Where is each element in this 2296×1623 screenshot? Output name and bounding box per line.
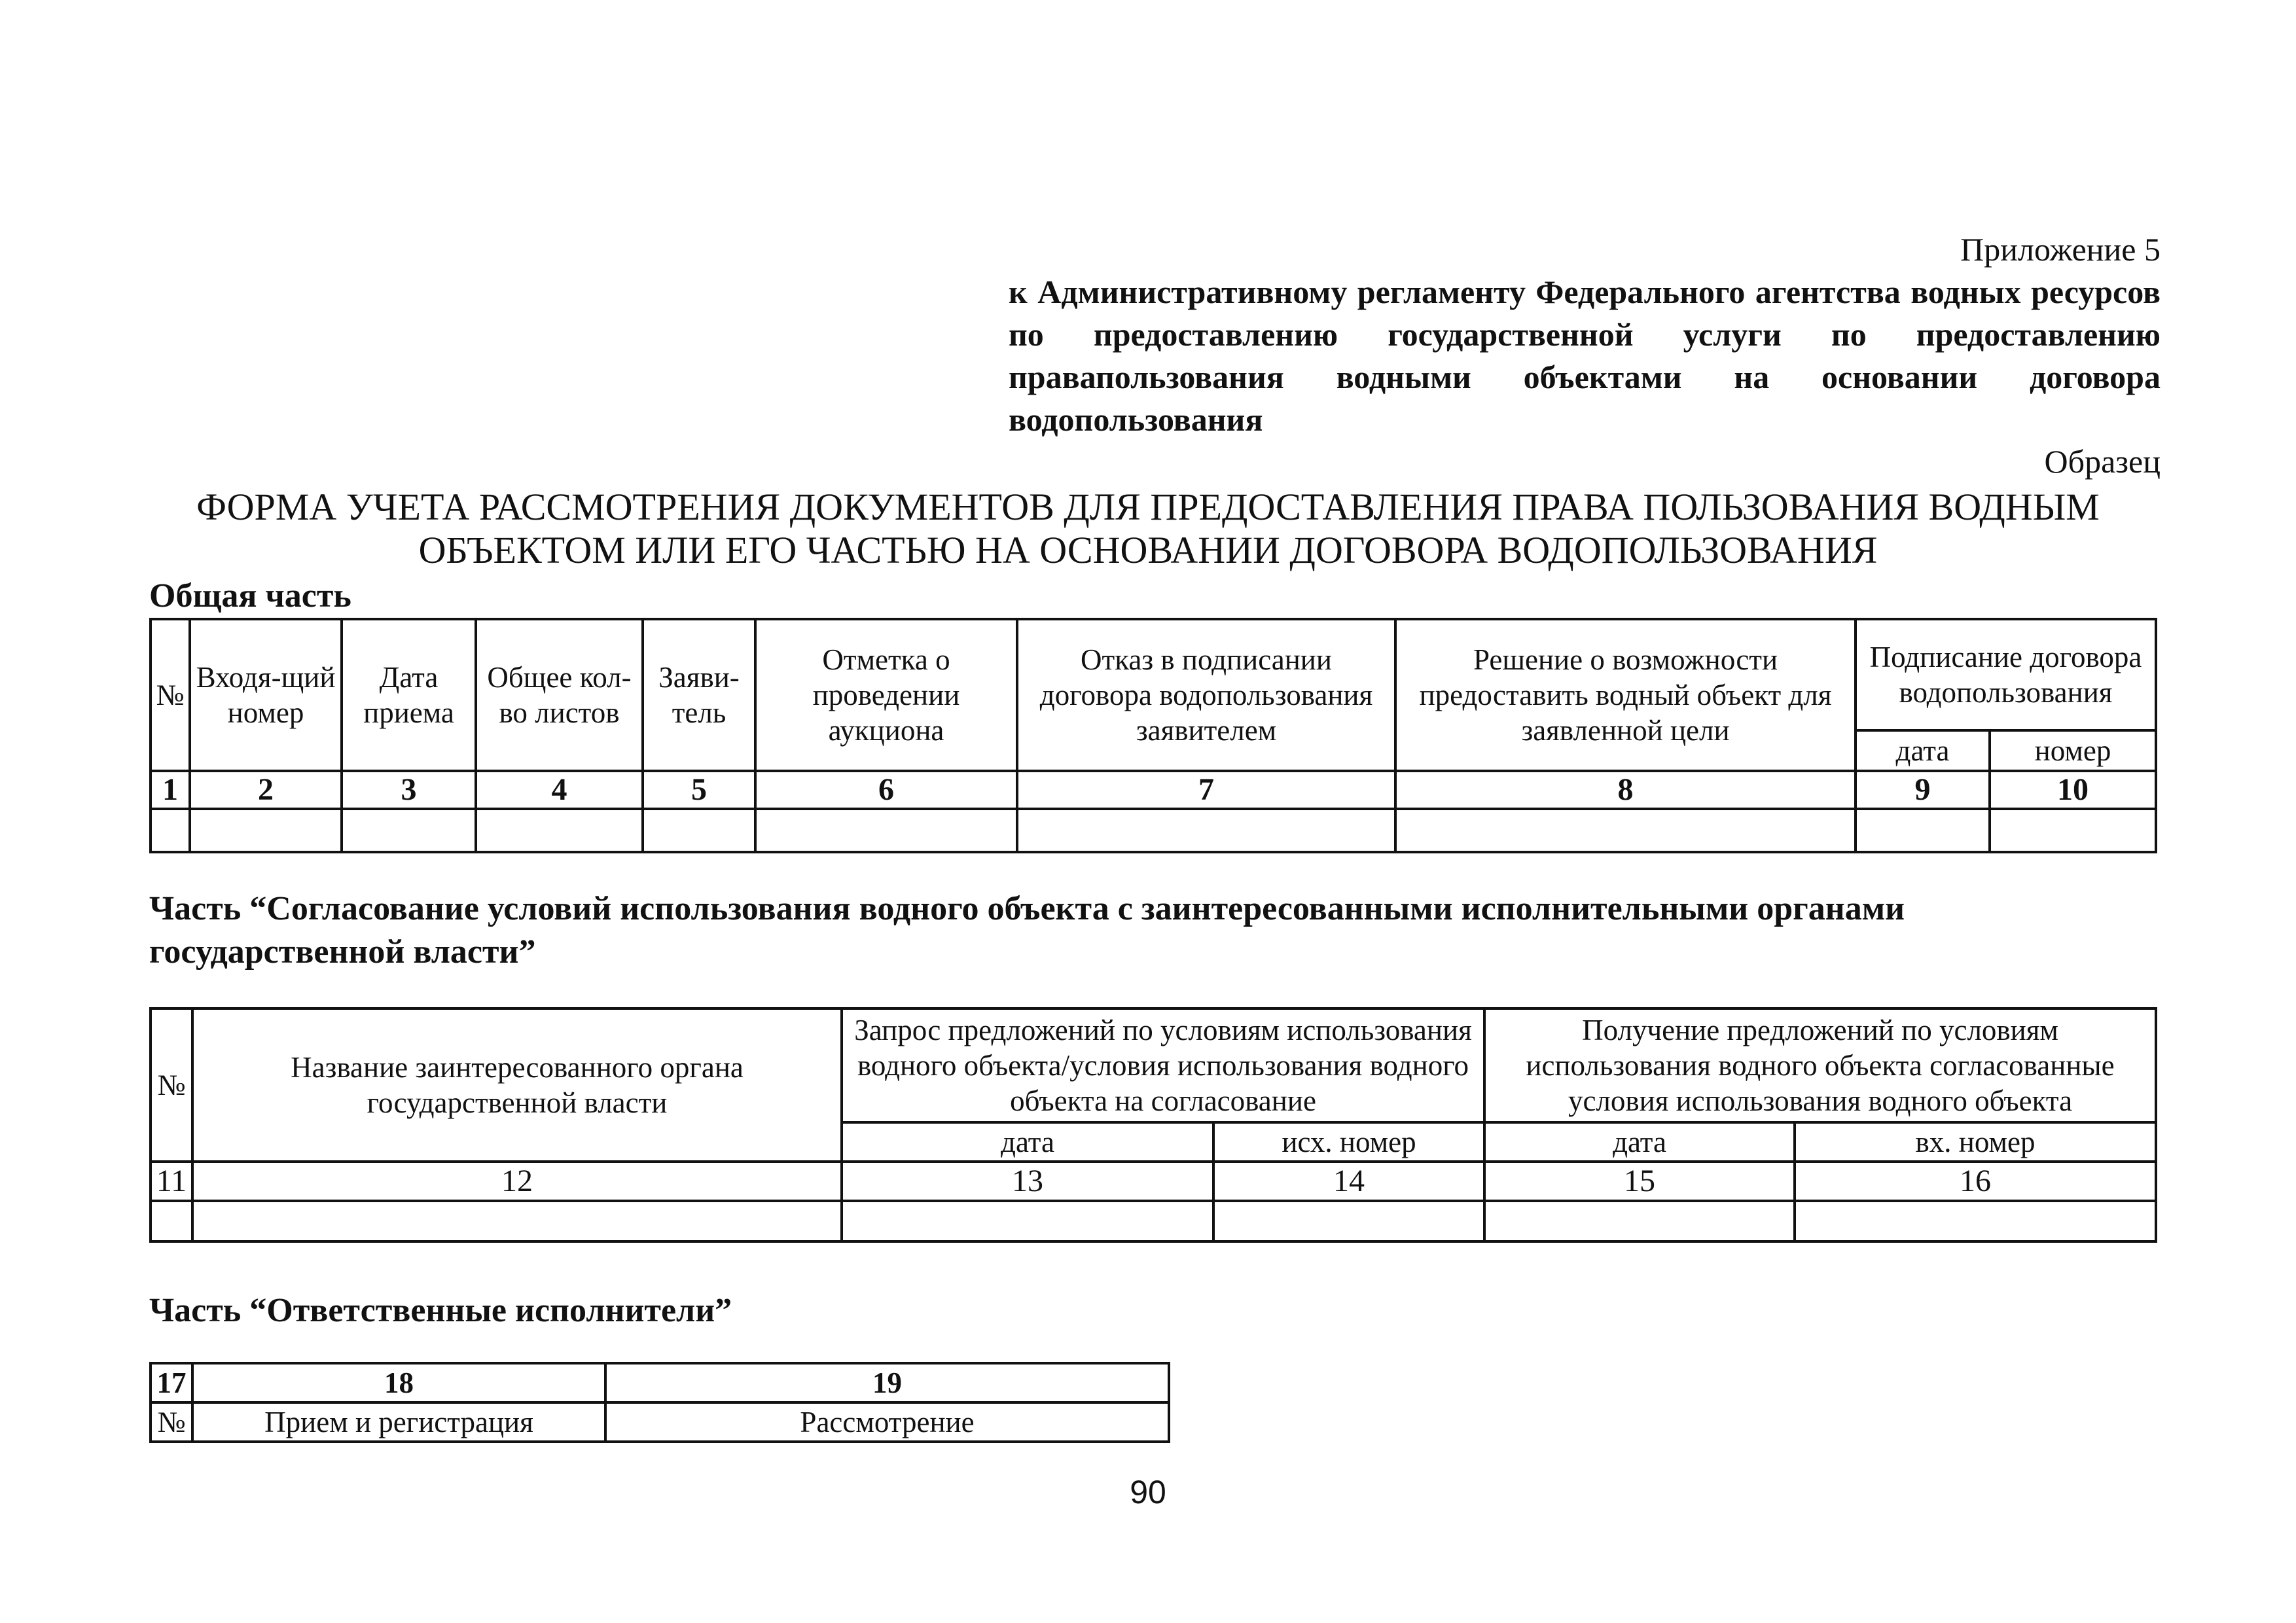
- form-title: [131, 486, 2165, 572]
- header-receipt-in-number: вх. номер: [1795, 1122, 2156, 1162]
- table-cell[interactable]: [643, 809, 755, 852]
- header-request: Запрос предложений по условиям использования водного объекта/условия использования водного объекта на согласование: [842, 1008, 1484, 1122]
- header-review: Рассмотрение: [605, 1402, 1169, 1442]
- table-cell[interactable]: [1017, 809, 1395, 852]
- column-number: 16: [1795, 1162, 2156, 1201]
- header-total-sheets: Общее кол-во листов: [476, 619, 643, 771]
- column-number: 13: [842, 1162, 1213, 1201]
- table-cell[interactable]: [1856, 809, 1990, 852]
- header-auction-mark: Отметка о проведении аукциона: [755, 619, 1017, 771]
- column-number: 14: [1213, 1162, 1484, 1201]
- column-number: 4: [476, 771, 643, 809]
- section-executors-title: Часть “Ответственные исполнители”: [149, 1292, 732, 1329]
- table-cell[interactable]: [190, 809, 342, 852]
- header-no: №: [151, 1402, 192, 1442]
- header-applicant: Заяви-тель: [643, 619, 755, 771]
- column-number: 12: [192, 1162, 842, 1201]
- header-incoming-number: Входя-щий номер: [190, 619, 342, 771]
- column-number: 6: [755, 771, 1017, 809]
- header-no: №: [151, 619, 190, 771]
- header-request-out-number: исх. номер: [1213, 1122, 1484, 1162]
- column-number: 3: [342, 771, 476, 809]
- sample-label: Образец: [2044, 443, 2161, 480]
- header-request-date: дата: [842, 1122, 1213, 1162]
- table-cell[interactable]: [151, 809, 190, 852]
- general-table: [149, 618, 2157, 853]
- form-title-line-2: ОБЪЕКТОМ ИЛИ ЕГО ЧАСТЬЮ НА ОСНОВАНИИ ДОГОВОРА ВОДОПОЛЬЗОВАНИЯ: [418, 529, 1878, 571]
- form-title-line-1: ФОРМА УЧЕТА РАССМОТРЕНИЯ ДОКУМЕНТОВ ДЛЯ ПРЕДОСТАВЛЕНИЯ ПРАВА ПОЛЬЗОВАНИЯ ВОДНЫМ: [196, 486, 2100, 528]
- approval-table: [149, 1007, 2157, 1243]
- table-cell[interactable]: [476, 809, 643, 852]
- appendix-number: Приложение 5: [1960, 231, 2161, 268]
- section-general-title: Общая часть: [149, 577, 351, 615]
- page-number: 90: [1130, 1474, 1166, 1510]
- column-number: 18: [192, 1363, 605, 1402]
- column-number: 1: [151, 771, 190, 809]
- column-number: 8: [1395, 771, 1856, 809]
- header-reception: Прием и регистрация: [192, 1402, 605, 1442]
- section-approval-title: Часть “Согласование условий использования водного объекта с заинтересованными исполнительными органами государственной власти”: [149, 890, 1905, 971]
- header-no: №: [151, 1008, 192, 1162]
- header-signing: Подписание договора водопользования: [1856, 619, 2156, 730]
- column-number: 11: [151, 1162, 192, 1201]
- header-decision: Решение о возможности предоставить водный объект для заявленной цели: [1395, 619, 1856, 771]
- table-cell[interactable]: [1484, 1201, 1795, 1241]
- table-cell[interactable]: [755, 809, 1017, 852]
- table-row: [151, 1201, 2156, 1241]
- header-authority-name: Название заинтересованного органа государственной власти: [192, 1008, 842, 1162]
- table-cell[interactable]: [1795, 1201, 2156, 1241]
- appendix-text: к Административному регламенту Федерального агентства водных ресурсов по предоставлению государственной услуги по предоставлению правапользования водными объектами на основании договора водопользования: [1009, 274, 2161, 438]
- column-number: 15: [1484, 1162, 1795, 1201]
- header-receipt-date: дата: [1484, 1122, 1795, 1162]
- column-number: 19: [605, 1363, 1169, 1402]
- table-cell[interactable]: [192, 1201, 842, 1241]
- header-signing-number: номер: [1990, 730, 2156, 771]
- column-number: 7: [1017, 771, 1395, 809]
- header-receipt-date: Дата приема: [342, 619, 476, 771]
- table-cell[interactable]: [151, 1201, 192, 1241]
- column-number: 17: [151, 1363, 192, 1402]
- header-signing-date: дата: [1856, 730, 1990, 771]
- column-number: 5: [643, 771, 755, 809]
- table-cell[interactable]: [1395, 809, 1856, 852]
- column-number: 2: [190, 771, 342, 809]
- table-cell[interactable]: [1990, 809, 2156, 852]
- column-number: 10: [1990, 771, 2156, 809]
- table-cell[interactable]: [842, 1201, 1213, 1241]
- table-cell[interactable]: [342, 809, 476, 852]
- table-cell[interactable]: [1213, 1201, 1484, 1241]
- table-row: [151, 809, 2156, 852]
- executors-table: [149, 1362, 1170, 1443]
- header-receipt: Получение предложений по условиям использования водного объекта согласованные условия использования водного объекта: [1484, 1008, 2156, 1122]
- column-number: 9: [1856, 771, 1990, 809]
- header-refusal: Отказ в подписании договора водопользования заявителем: [1017, 619, 1395, 771]
